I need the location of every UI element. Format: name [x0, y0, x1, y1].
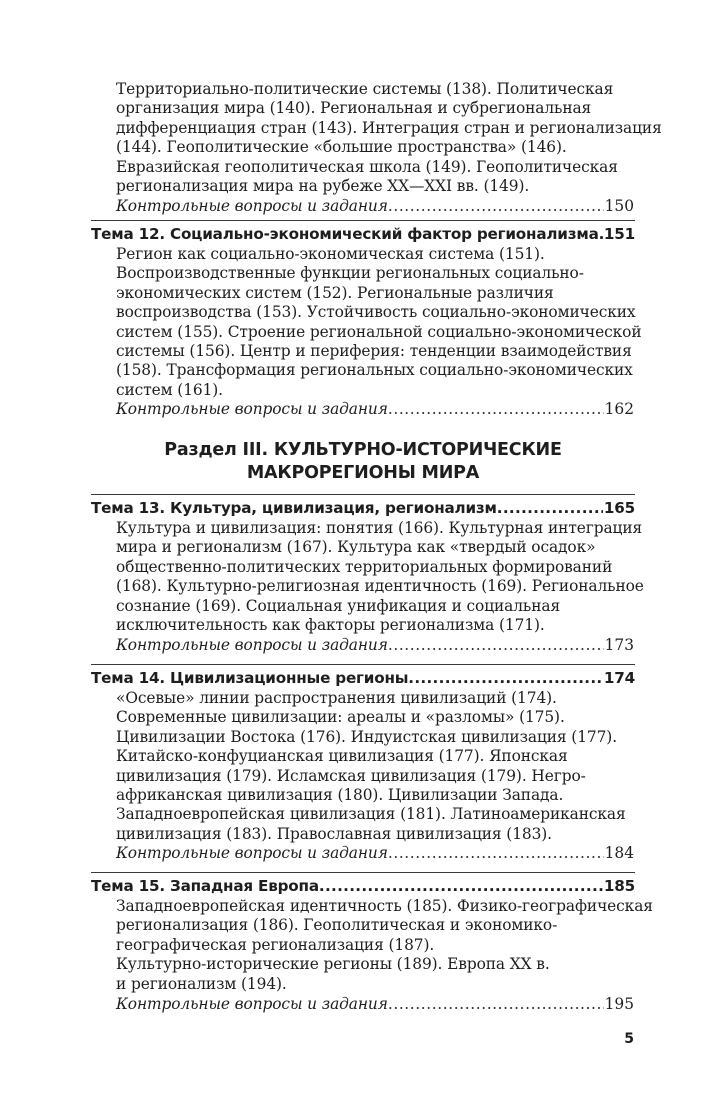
- topic-title: Тема 13. Культура, цивилизация, регионализм: [91, 499, 497, 517]
- description-line: цивилизация (179). Исламская цивилизация (179). Негро-: [116, 766, 586, 785]
- description-line: систем (155). Строение региональной социально-экономической: [116, 322, 642, 341]
- description-line: Культурно-исторические регионы (189). Европа XX в.: [116, 955, 550, 974]
- topic-title: Тема 12. Социально-экономический фактор регионализма: [91, 225, 599, 243]
- description-line: Цивилизации Востока (176). Индуистская цивилизация (177).: [116, 727, 617, 746]
- topic-15-heading[interactable]: [91, 874, 635, 898]
- topic-15-control-entry[interactable]: [116, 994, 634, 1014]
- divider: [91, 664, 635, 665]
- leader-dots: [408, 666, 603, 690]
- description-line: Территориально-политические системы (138). Политическая: [116, 80, 614, 98]
- description-line: экономических систем (152). Региональные различия: [116, 283, 554, 302]
- topic-15-description: [116, 897, 653, 994]
- description-line: систем (161).: [116, 380, 223, 399]
- section-title-line-1: Раздел III. КУЛЬТУРНО-ИСТОРИЧЕСКИЕ: [164, 440, 562, 460]
- description-line: (168). Культурно-религиозная идентичность (169). Региональное: [116, 577, 644, 596]
- leader-dots: [388, 635, 604, 655]
- description-line: регионализация мира на рубеже XX—XXI вв. (149).: [116, 177, 530, 196]
- topic-11-control-entry[interactable]: [116, 196, 634, 216]
- page-ref: 174: [603, 669, 635, 687]
- control-label: Контрольные вопросы и задания: [116, 636, 388, 654]
- page-ref: 185: [603, 877, 635, 895]
- leader-dots: [388, 843, 604, 863]
- divider: [91, 220, 635, 221]
- topic-13-heading[interactable]: [91, 496, 635, 520]
- description-line: мира и регионализм (167). Культура как «твердый осадок»: [116, 538, 596, 557]
- divider: [91, 494, 635, 495]
- description-line: африканская цивилизация (180). Цивилизации Запада.: [116, 786, 564, 805]
- topic-12-control-entry[interactable]: [116, 399, 634, 419]
- leader-dots: [388, 399, 604, 419]
- topic-12-description: [116, 245, 642, 400]
- topic-title: Тема 14. Цивилизационные регионы: [91, 669, 409, 687]
- description-line: дифференциация стран (143). Интеграция стран и регионализация: [116, 118, 662, 137]
- topic-13-description: [116, 519, 644, 635]
- description-line: регионализация (186). Геополитическая и экономико-: [116, 916, 558, 935]
- description-line: Западноевропейская идентичность (185). Физико-географическая: [116, 897, 653, 915]
- page-ref: 165: [603, 499, 635, 517]
- topic-13-control-entry[interactable]: [116, 635, 634, 655]
- description-line: Культура и цивилизация: понятия (166). Культурная интеграция: [116, 519, 643, 537]
- page-ref: 173: [604, 636, 634, 654]
- description-line: системы (156). Центр и периферия: тенденции взаимодействия: [116, 342, 632, 361]
- topic-14-heading[interactable]: [91, 666, 635, 690]
- description-line: цивилизация (183). Православная цивилизация (183).: [116, 824, 552, 843]
- section-title-line-2: МАКРОРЕГИОНЫ МИРА: [246, 463, 480, 483]
- description-line: организация мира (140). Региональная и субрегиональная: [116, 99, 592, 118]
- page-ref: 150: [604, 197, 634, 215]
- topic-title: Тема 15. Западная Европа: [91, 877, 319, 895]
- page-ref: 184: [604, 844, 634, 862]
- description-line: и регионализм (194).: [116, 974, 287, 993]
- control-label: Контрольные вопросы и задания: [116, 844, 388, 862]
- leader-dots: [497, 496, 603, 520]
- control-label: Контрольные вопросы и задания: [116, 400, 388, 418]
- description-line: общественно-политических территориальных формирований: [116, 557, 613, 576]
- description-line: (158). Трансформация региональных социально-экономических: [116, 361, 633, 380]
- topic-14-description: [116, 689, 626, 844]
- divider: [91, 872, 635, 873]
- description-line: Воспроизводственные функции региональных социально-: [116, 264, 584, 283]
- description-line: географическая регионализация (187).: [116, 935, 435, 954]
- description-line: Западноевропейская цивилизация (181). Латиноамериканская: [116, 805, 626, 824]
- description-line: Регион как социально-экономическая система (151).: [116, 245, 545, 263]
- control-label: Контрольные вопросы и задания: [116, 197, 388, 215]
- topic-12-heading[interactable]: [91, 222, 635, 246]
- page-ref: 162: [604, 400, 634, 418]
- page-ref: 151: [603, 225, 635, 243]
- topic-11-description: [116, 80, 662, 196]
- description-line: сознание (169). Социальная унификация и социальная: [116, 596, 561, 615]
- section-3-heading[interactable]: [91, 439, 635, 485]
- description-line: (144). Геополитические «большие пространства» (146).: [116, 138, 567, 157]
- description-line: Евразийская геополитическая школа (149). Геополитическая: [116, 157, 618, 176]
- topic-14-control-entry[interactable]: [116, 843, 634, 863]
- description-line: Современные цивилизации: ареалы и «разломы» (175).: [116, 708, 565, 727]
- description-line: Китайско-конфуцианская цивилизация (177). Японская: [116, 747, 568, 766]
- description-line: воспроизводства (153). Устойчивость социально-экономических: [116, 303, 636, 322]
- page-number: 5: [624, 1031, 634, 1047]
- description-line: «Осевые» линии распространения цивилизаций (174).: [116, 689, 557, 707]
- leader-dots: [388, 994, 604, 1014]
- leader-dots: [319, 874, 603, 898]
- page-ref: 195: [604, 995, 634, 1013]
- leader-dots: [388, 196, 604, 216]
- description-line: исключительность как факторы регионализма (171).: [116, 616, 545, 635]
- control-label: Контрольные вопросы и задания: [116, 995, 388, 1013]
